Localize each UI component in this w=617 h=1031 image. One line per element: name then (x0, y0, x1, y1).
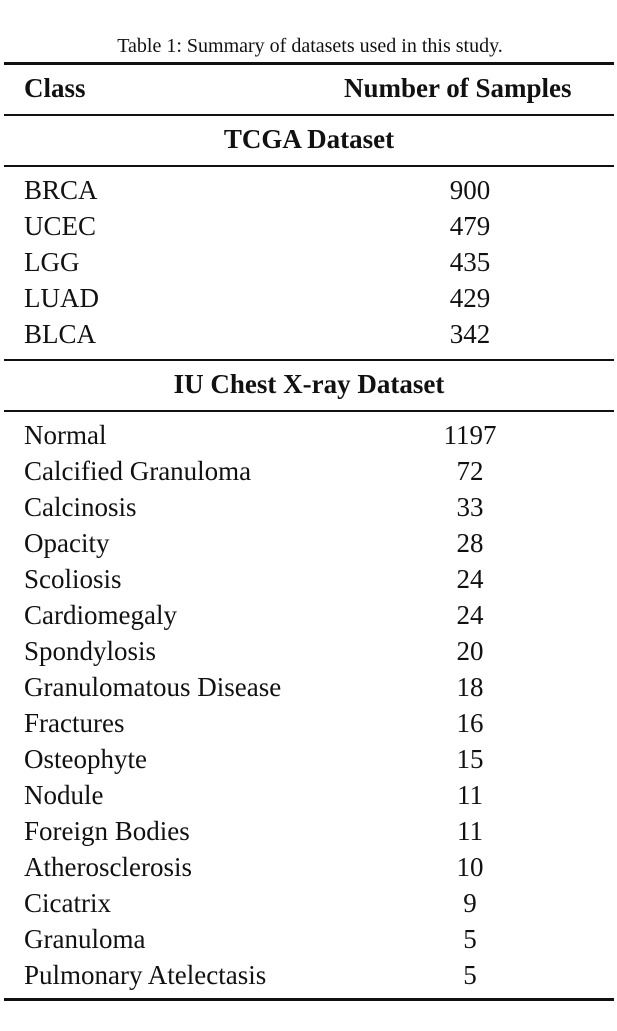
table-row (4, 921, 614, 957)
class-cell: Opacity (24, 528, 110, 558)
column-header-samples: Number of Samples (344, 73, 572, 103)
class-cell: Cicatrix (24, 888, 111, 918)
class-cell: Granulomatous Disease (24, 672, 282, 702)
samples-cell: 18 (456, 672, 484, 702)
iu-chest-xray-rows (4, 417, 614, 993)
table-row (4, 885, 614, 921)
samples-cell: 20 (456, 636, 484, 666)
table-row (4, 633, 614, 669)
table-row (4, 208, 614, 244)
class-cell: Normal (24, 420, 107, 450)
class-cell: Pulmonary Atelectasis (24, 960, 267, 990)
samples-cell: 900 (449, 175, 491, 205)
table-row (4, 244, 614, 280)
table-row (4, 597, 614, 633)
table-row (4, 705, 614, 741)
table-row (4, 280, 614, 316)
samples-cell: 10 (456, 852, 484, 882)
class-cell: UCEC (24, 211, 97, 241)
table-row (4, 525, 614, 561)
class-cell: Calcified Granuloma (24, 456, 252, 486)
samples-cell: 11 (457, 780, 483, 810)
section-rule-tcga (4, 165, 614, 167)
table-row (4, 741, 614, 777)
class-cell: Osteophyte (24, 744, 147, 774)
samples-cell: 72 (456, 456, 484, 486)
table-caption: Table 1: Summary of datasets used in this study. (117, 35, 503, 57)
table-row (4, 453, 614, 489)
samples-cell: 435 (449, 247, 491, 277)
class-cell: BLCA (24, 319, 97, 349)
class-cell: BRCA (24, 175, 98, 205)
class-cell: Calcinosis (24, 492, 137, 522)
section-title-iu-chest-xray: IU Chest X-ray Dataset (173, 369, 445, 399)
table-row (4, 813, 614, 849)
table-row (4, 316, 614, 352)
top-rule (4, 62, 614, 65)
table-row (4, 172, 614, 208)
class-cell: LGG (24, 247, 80, 277)
samples-cell: 24 (456, 600, 484, 630)
samples-cell: 5 (463, 960, 477, 990)
samples-cell: 342 (449, 319, 491, 349)
class-cell: Cardiomegaly (24, 600, 177, 630)
tcga-rows (4, 172, 614, 352)
class-cell: Foreign Bodies (24, 816, 190, 846)
samples-cell: 33 (456, 492, 484, 522)
samples-cell: 11 (457, 816, 483, 846)
table-row (4, 957, 614, 993)
column-header-class: Class (24, 73, 86, 103)
class-cell: Nodule (24, 780, 104, 810)
class-cell: Scoliosis (24, 564, 122, 594)
samples-cell: 479 (449, 211, 491, 241)
table-row (4, 489, 614, 525)
bottom-rule (4, 998, 614, 1001)
section-title-tcga: TCGA Dataset (223, 124, 395, 154)
class-cell: Fractures (24, 708, 125, 738)
samples-cell: 28 (456, 528, 484, 558)
header-rule (4, 114, 614, 116)
samples-cell: 16 (456, 708, 484, 738)
section-divider-rule (4, 359, 614, 361)
samples-cell: 1197 (443, 420, 497, 450)
samples-cell: 429 (449, 283, 491, 313)
class-cell: LUAD (24, 283, 99, 313)
table-row (4, 417, 614, 453)
section-rule-iu-chest-xray (4, 410, 614, 412)
samples-cell: 5 (463, 924, 477, 954)
table-row (4, 669, 614, 705)
samples-cell: 9 (463, 888, 477, 918)
class-cell: Atherosclerosis (24, 852, 192, 882)
samples-cell: 24 (456, 564, 484, 594)
table-row (4, 777, 614, 813)
class-cell: Spondylosis (24, 636, 157, 666)
table-row (4, 849, 614, 885)
table-row (4, 561, 614, 597)
samples-cell: 15 (456, 744, 484, 774)
class-cell: Granuloma (24, 924, 146, 954)
